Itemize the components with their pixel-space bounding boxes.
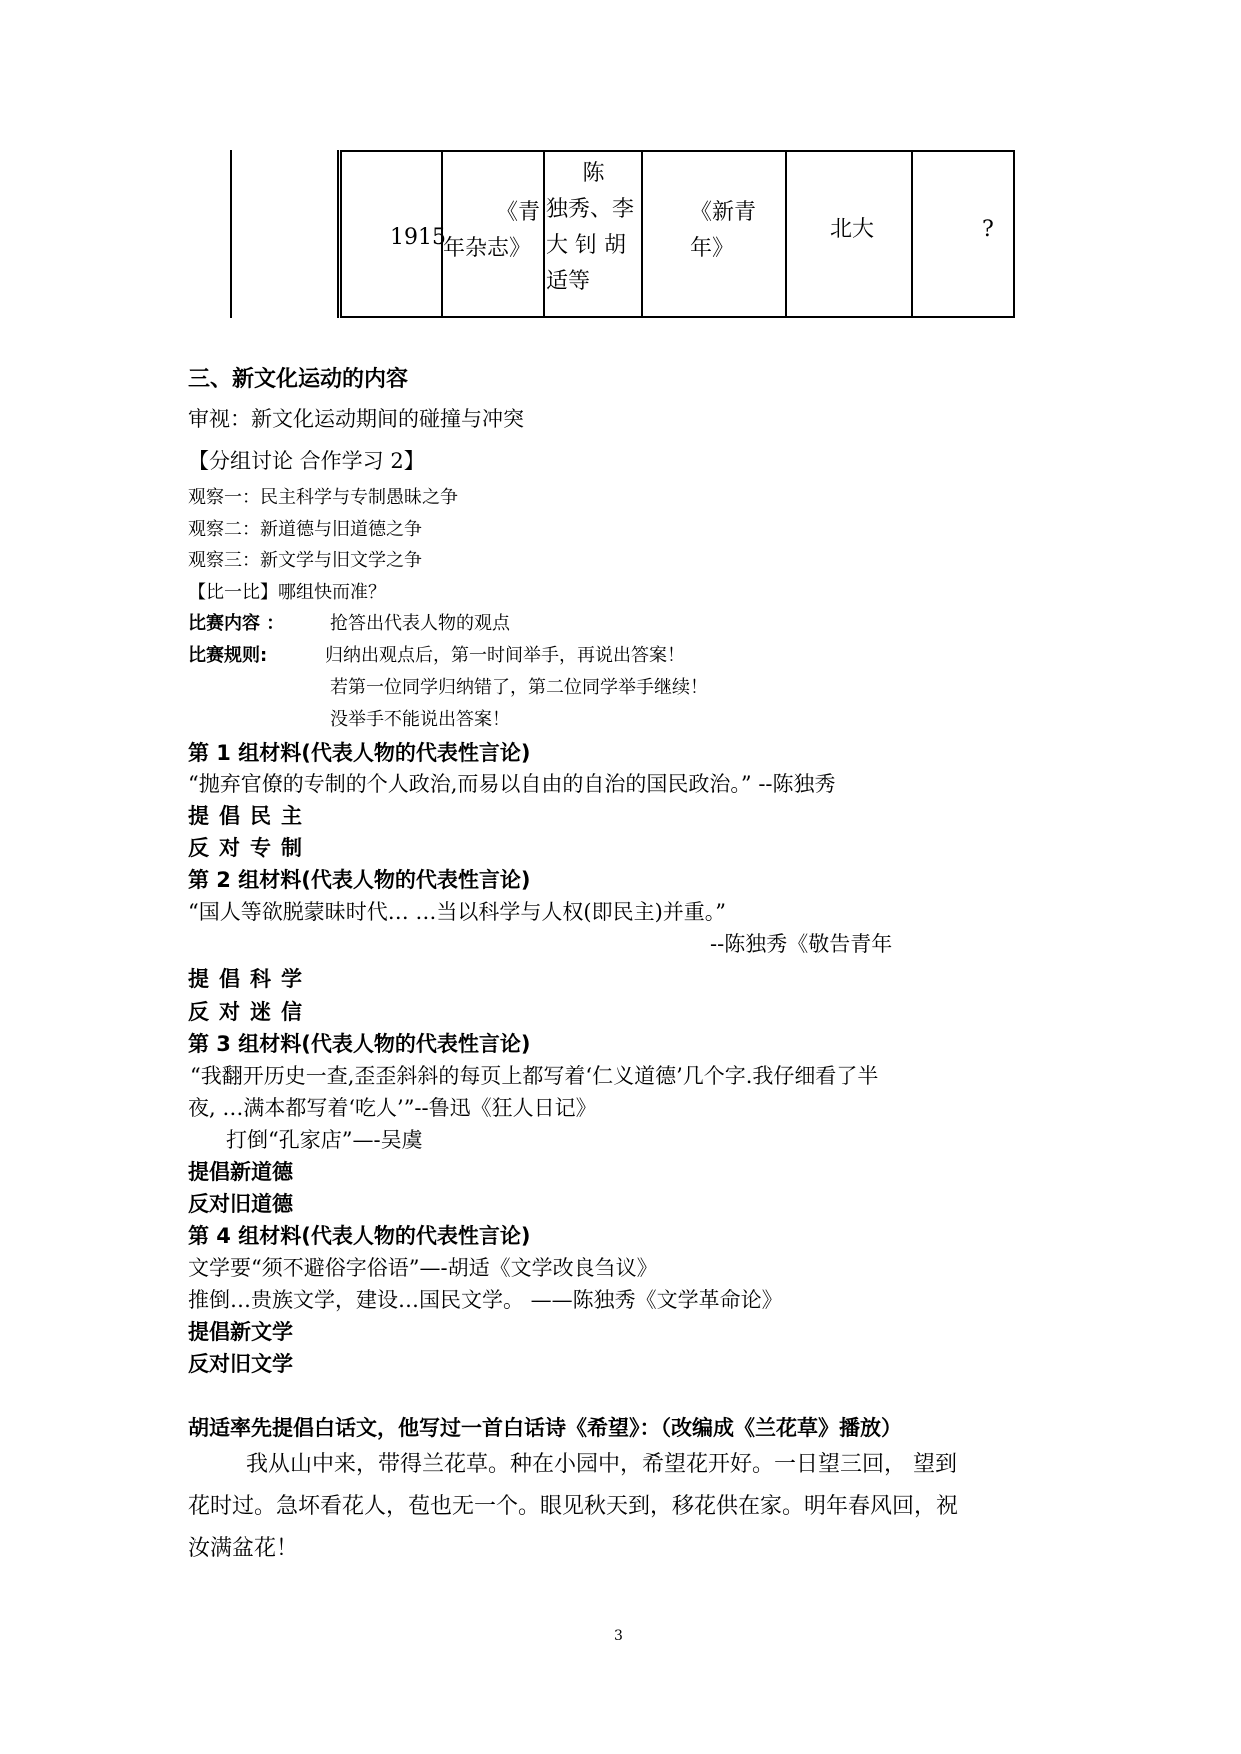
- observe-2: 观察二：新道德与旧道德之争: [188, 519, 422, 540]
- group-4-con: 反对旧文学: [188, 1352, 293, 1376]
- group-1-pro: 提倡民主: [188, 804, 312, 828]
- contest-label: 比赛内容 ：: [188, 613, 285, 634]
- group-3-quote-2: 夜, …满本都写着‘吃人’”--鲁迅《狂人日记》: [188, 1096, 597, 1120]
- table-border-right: [1013, 150, 1015, 318]
- group-4-pro: 提倡新文学: [188, 1320, 293, 1344]
- table-col-divider: [337, 150, 339, 318]
- table-border-top: [340, 150, 1015, 152]
- group-2-pro: 提倡科学: [188, 967, 312, 991]
- table-border-left: [230, 150, 232, 318]
- rule-1: 归纳出观点后，第一时间举手，再说出答案！: [325, 645, 685, 666]
- group-2-title: 第 2 组材料(代表人物的代表性言论): [188, 868, 531, 892]
- table-cell-place: 北大: [830, 217, 875, 242]
- table-cell-year: 1915: [390, 225, 446, 250]
- group-2-con: 反对迷信: [188, 1000, 312, 1024]
- group-3-quote-3: 打倒“孔家店”—-吴虞: [226, 1128, 423, 1152]
- group-2-quote: “国人等欲脱蒙昧时代… …当以科学与人权(即民主)并重。”: [188, 900, 727, 924]
- discussion-line: 【分组讨论 合作学习 2】: [188, 449, 425, 473]
- poem-heading: 胡适率先提倡白话文，他写过一首白话诗《希望》：（改编成《兰花草》播放）: [188, 1416, 902, 1440]
- group-3-pro: 提倡新道德: [188, 1160, 293, 1184]
- observe-3: 观察三：新文学与旧文学之争: [188, 550, 422, 571]
- contest-text: 抢答出代表人物的观点: [330, 613, 510, 634]
- poem-line-2: 花时过。急坏看花人，苞也无一个。眼见秋天到，移花供在家。明年春风回，祝: [188, 1494, 959, 1519]
- table-col-divider: [641, 150, 643, 318]
- table-border-bottom: [340, 316, 1015, 318]
- history-table: [230, 150, 1015, 318]
- group-1-con: 反对专制: [188, 836, 312, 860]
- section-heading: 三、新文化运动的内容: [188, 367, 409, 392]
- rule-2: 若第一位同学归纳错了，第二位同学举手继续！: [330, 677, 708, 698]
- table-col-divider: [543, 150, 545, 318]
- group-1-quote: “抛弃官僚的专制的个人政治,而易以自由的自治的国民政治。” --陈独秀: [188, 772, 836, 796]
- page-number: 3: [614, 1628, 623, 1644]
- review-line: 审视：新文化运动期间的碰撞与冲突: [188, 407, 524, 431]
- table-cell-journal-old: 《青 年杂志》: [443, 200, 540, 261]
- group-4-quote-2: 推倒…贵族文学，建设…国民文学。 ——陈独秀《文学革命论》: [188, 1288, 783, 1312]
- poem-line-1: 我从山中来，带得兰花草。种在小园中，希望花开好。一日望三回， 望到: [246, 1452, 957, 1477]
- table-col-divider: [911, 150, 913, 318]
- table-cell-question: ?: [982, 217, 994, 242]
- group-4-title: 第 4 组材料(代表人物的代表性言论): [188, 1224, 531, 1248]
- group-3-title: 第 3 组材料(代表人物的代表性言论): [188, 1032, 531, 1056]
- table-cell-people: 陈 独秀、李 大 钊 胡 适等: [546, 161, 635, 294]
- poem-line-3: 汝满盆花！: [188, 1536, 299, 1561]
- observe-1: 观察一：民主科学与专制愚昧之争: [188, 487, 458, 508]
- rules-label: 比赛规则:: [188, 645, 268, 666]
- group-1-title: 第 1 组材料(代表人物的代表性言论): [188, 741, 531, 765]
- group-3-con: 反对旧道德: [188, 1192, 293, 1216]
- group-2-source: --陈独秀《敬告青年: [710, 932, 893, 956]
- table-col-divider: [785, 150, 787, 318]
- table-cell-journal-new: 《新青 年》: [690, 200, 757, 261]
- group-4-quote-1: 文学要“须不避俗字俗语”—-胡适《文学改良刍议》: [188, 1256, 658, 1280]
- group-3-quote-1: “我翻开历史一查,歪歪斜斜的每页上都写着‘仁义道德’几个字.我仔细看了半: [190, 1064, 879, 1088]
- rule-3: 没举手不能说出答案！: [330, 709, 510, 730]
- table-col-divider: [340, 150, 342, 318]
- compare-line: 【比一比】哪组快而准？: [188, 582, 386, 603]
